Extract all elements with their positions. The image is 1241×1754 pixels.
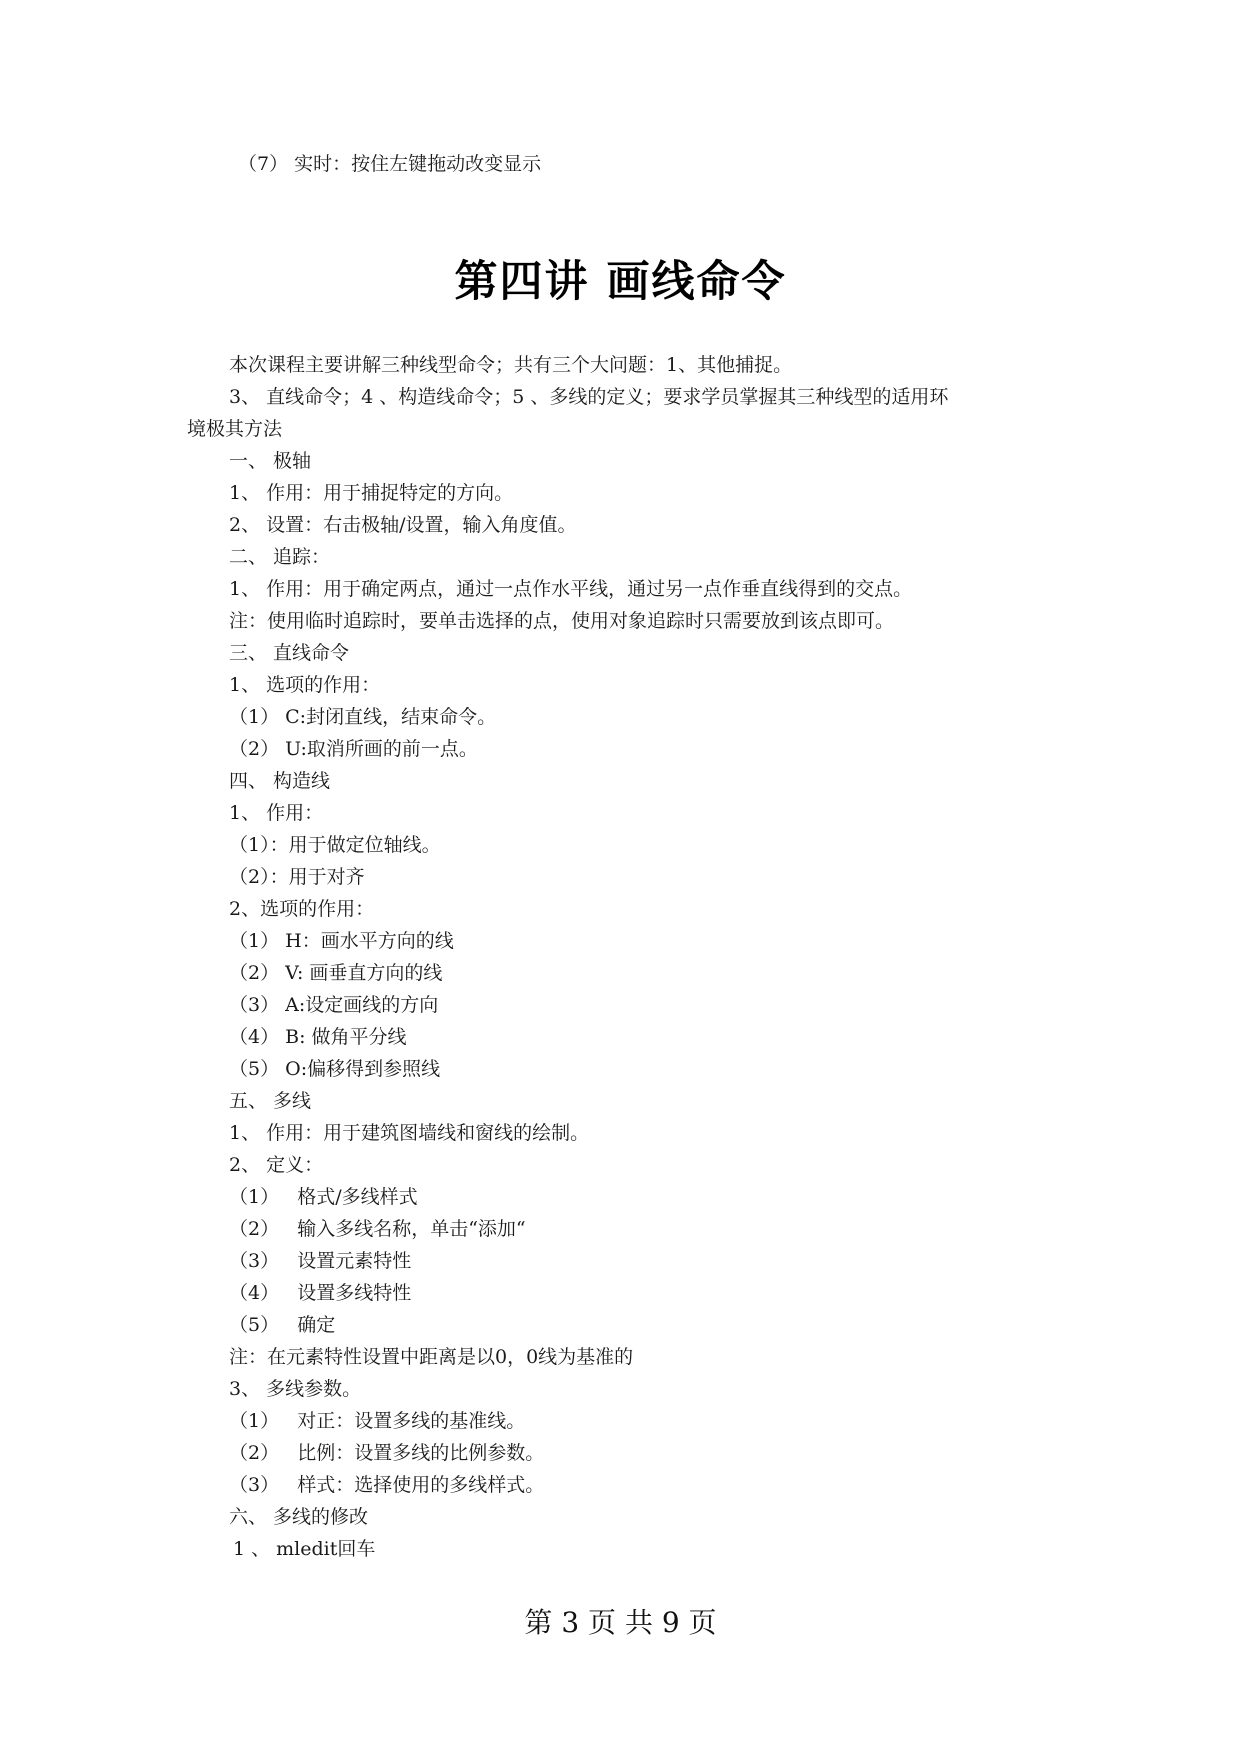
step-item: （2） 输入多线名称，单击“添加“ (229, 1218, 526, 1240)
intro-line-2: 3、 直线命令；4 、构造线命令；5 、多线的定义；要求学员掌握其三种线型的适用环 (229, 386, 949, 408)
list-item: 1、 作用：用于确定两点，通过一点作水平线，通过另一点作垂直线得到的交点。 (229, 578, 913, 600)
page-footer: 第 3 页 共 9 页 (524, 1606, 717, 1639)
list-item: 3、 多线参数。 (229, 1378, 362, 1400)
step-item: （4） 设置多线特性 (229, 1282, 412, 1304)
list-item: 1、 作用： (229, 802, 324, 824)
note-text: 注：使用临时追踪时，要单击选择的点，使用对象追踪时只需要放到该点即可。 (229, 610, 895, 632)
list-item: 2、 设置：右击极轴/设置，输入角度值。 (229, 514, 577, 536)
option-item: （1） C:封闭直线，结束命令。 (229, 706, 497, 728)
section-heading-polar: 一、 极轴 (229, 450, 312, 472)
list-item: 2、选项的作用： (229, 898, 375, 920)
option-item: （4） B: 做角平分线 (229, 1026, 407, 1048)
option-item: （2）：用于对齐 (229, 866, 365, 888)
list-item: 1、 选项的作用： (229, 674, 381, 696)
note-text: 注：在元素特性设置中距离是以0，0线为基准的 (229, 1346, 634, 1368)
section-heading-multiline-edit: 六、 多线的修改 (229, 1506, 369, 1528)
step-item: （1） 格式/多线样式 (229, 1186, 418, 1208)
intro-line-3: 境极其方法 (187, 418, 283, 440)
section-heading-tracking: 二、 追踪： (229, 546, 331, 568)
section-heading-line-command: 三、 直线命令 (229, 642, 350, 664)
option-item: （1）：用于做定位轴线。 (229, 834, 441, 856)
step-item: （5） 确定 (229, 1314, 336, 1336)
option-item: （3） A:设定画线的方向 (229, 994, 439, 1016)
list-item: 1、 作用：用于建筑图墙线和窗线的绘制。 (229, 1122, 590, 1144)
step-item: （2） 比例：设置多线的比例参数。 (229, 1442, 545, 1464)
option-item: （5） O:偏移得到参照线 (229, 1058, 441, 1080)
option-item: （2） U:取消所画的前一点。 (229, 738, 478, 760)
list-item: 2、 定义： (229, 1154, 324, 1176)
option-item: （2） V: 画垂直方向的线 (229, 962, 443, 984)
intro-line-1: 本次课程主要讲解三种线型命令；共有三个大问题：1、其他捕捉。 (229, 354, 793, 376)
step-item: （3） 样式：选择使用的多线样式。 (229, 1474, 545, 1496)
step-item: （3） 设置元素特性 (229, 1250, 412, 1272)
option-item: （1） H：画水平方向的线 (229, 930, 454, 952)
top-list-item: （7） 实时：按住左键拖动改变显示 (238, 153, 542, 175)
section-heading-multiline: 五、 多线 (229, 1090, 312, 1112)
list-item: 1、 作用：用于捕捉特定的方向。 (229, 482, 514, 504)
list-item: 1 、 mledit回车 (233, 1538, 376, 1560)
lecture-title: 第四讲 画线命令 (454, 257, 787, 307)
section-heading-construction-line: 四、 构造线 (229, 770, 331, 792)
step-item: （1） 对正：设置多线的基准线。 (229, 1410, 526, 1432)
